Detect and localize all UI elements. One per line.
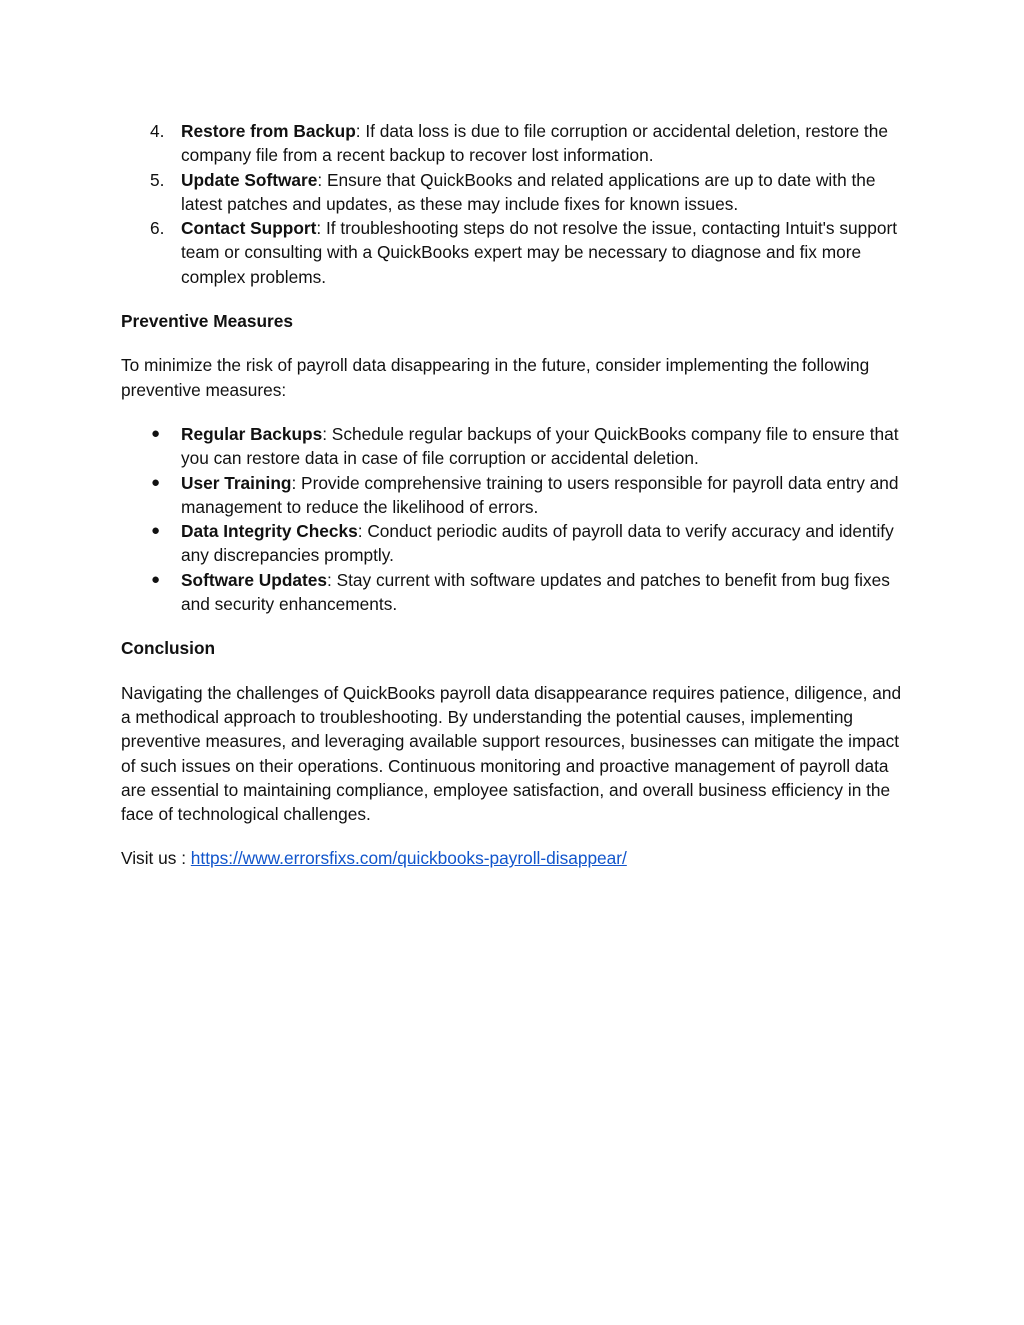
conclusion-paragraph: Navigating the challenges of QuickBooks payroll data disappearance requires patience, diligence, and a methodical approach to troubleshooting. By understanding the potential causes, implementing preventive measures, and leveraging available support resources, businesses can mitigate the impact of such issues on their operations. Continuous monitoring and proactive management of payroll data are essential to maintaining compliance, employee satisfaction, and overall business efficiency in the face of technological challenges. [121,682,902,825]
list-item [121,471,911,520]
list-item-text: : If data loss is due to file corruption or accidental deletion, restore the company file from a recent backup to recover lost information. [181,121,888,166]
list-item [121,119,911,168]
list-item-term: Restore from Backup [181,121,356,141]
list-item [121,519,911,568]
visit-line [121,846,911,870]
list-item-text: : Ensure that QuickBooks and related applications are up to date with the latest patches and updates, as these may include fixes for known issues. [181,169,876,214]
list-item-text: : Provide comprehensive training to users responsible for payroll data entry and management to reduce the likelihood of errors. [181,472,899,517]
preventive-bullet-list [121,422,911,616]
bullet-icon: ● [151,473,161,491]
list-item-term: User Training [181,472,292,493]
list-number: 5. [150,169,165,190]
visit-label: Visit us : [121,848,191,869]
list-item-term: Software Updates [181,569,327,590]
list-item [121,422,911,471]
list-item-term: Update Software [181,169,318,190]
section-heading-conclusion: Conclusion [121,638,216,659]
list-item [121,168,911,217]
list-number: 6. [150,218,165,239]
bullet-icon: ● [151,424,161,442]
list-item-term: Regular Backups [181,423,323,444]
bullet-icon: ● [151,570,161,588]
preventive-intro-paragraph: To minimize the risk of payroll data disappearing in the future, consider implementing the following preventive measures: [121,355,870,400]
list-item-term: Data Integrity Checks [181,521,358,542]
list-item [121,216,911,289]
website-link[interactable]: https://www.errorsfixs.com/quickbooks-payroll-disappear/ [190,848,627,869]
list-number: 4. [150,121,165,141]
numbered-steps-list [121,119,911,289]
list-item-text: : Schedule regular backups of your QuickBooks company file to ensure that you can restore data in case of file corruption or accidental deletion. [181,423,899,469]
list-item-term: Contact Support [181,218,317,239]
list-item [121,568,911,617]
section-heading-preventive: Preventive Measures [121,311,293,332]
list-item-text: : Stay current with software updates and patches to benefit from bug fixes and security enhancements. [181,569,890,615]
list-item-text: : Conduct periodic audits of payroll data to verify accuracy and identify any discrepancies promptly. [181,521,894,566]
document-page [121,119,911,871]
bullet-icon: ● [151,522,161,540]
list-item-text: : If troubleshooting steps do not resolve the issue, contacting Intuit's support team or consulting with a QuickBooks expert may be necessary to diagnose and fix more complex problems. [181,218,898,287]
